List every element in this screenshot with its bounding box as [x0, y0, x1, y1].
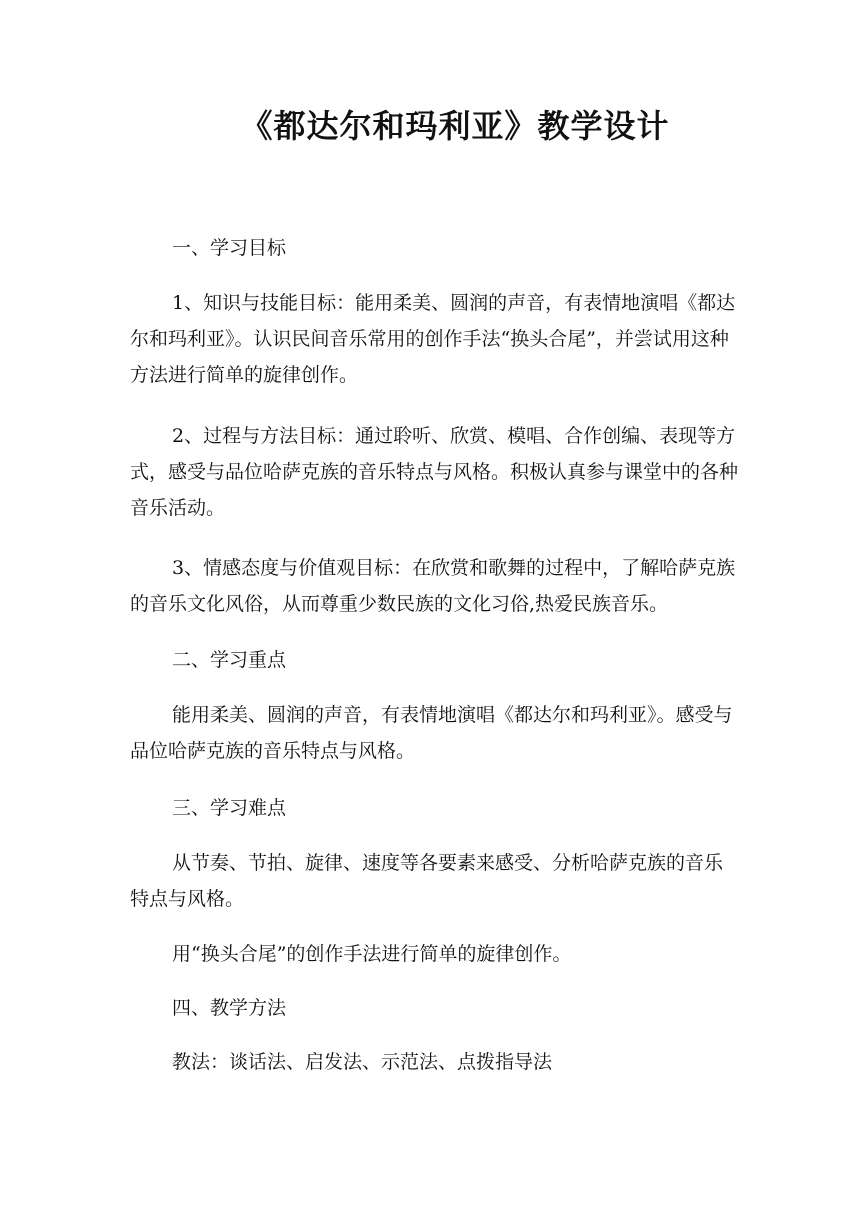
paragraph-knowledge-skill-goal: 1、知识与技能目标：能用柔美、圆润的声音，有表情地演唱《都达尔和玛利亚》。认识民间音乐常用的创作手法“换头合尾”，并尝试用这种方法进行简单的旋律创作。	[130, 292, 736, 386]
section-heading-key-points: 二、学习重点	[172, 649, 287, 671]
section-heading-learning-goals: 一、学习目标	[172, 237, 287, 259]
section-heading-difficulties: 三、学习难点	[172, 797, 287, 819]
section-heading-teaching-methods: 四、教学方法	[172, 997, 287, 1019]
paragraph-emotion-value-goal: 3、情感态度与价值观目标：在欣赏和歌舞的过程中，了解哈萨克族的音乐文化风俗，从而尊重少数民族的文化习俗,热爱民族音乐。	[130, 557, 736, 615]
paragraph-process-method-goal: 2、过程与方法目标：通过聆听、欣赏、模唱、合作创编、表现等方式，感受与品位哈萨克族的音乐特点与风格。积极认真参与课堂中的各种音乐活动。	[130, 425, 739, 519]
paragraph-key-points: 能用柔美、圆润的声音，有表情地演唱《都达尔和玛利亚》。感受与品位哈萨克族的音乐特点与风格。	[130, 704, 733, 762]
paragraph-teaching-methods: 教法：谈话法、启发法、示范法、点拨指导法	[172, 1051, 553, 1073]
paragraph-difficulty-analysis: 从节奏、节拍、旋律、速度等各要素来感受、分析哈萨克族的音乐特点与风格。	[130, 852, 724, 910]
paragraph-difficulty-creation: 用“换头合尾”的创作手法进行简单的旋律创作。	[172, 943, 572, 965]
document-title: 《都达尔和玛利亚》教学设计	[240, 107, 670, 145]
